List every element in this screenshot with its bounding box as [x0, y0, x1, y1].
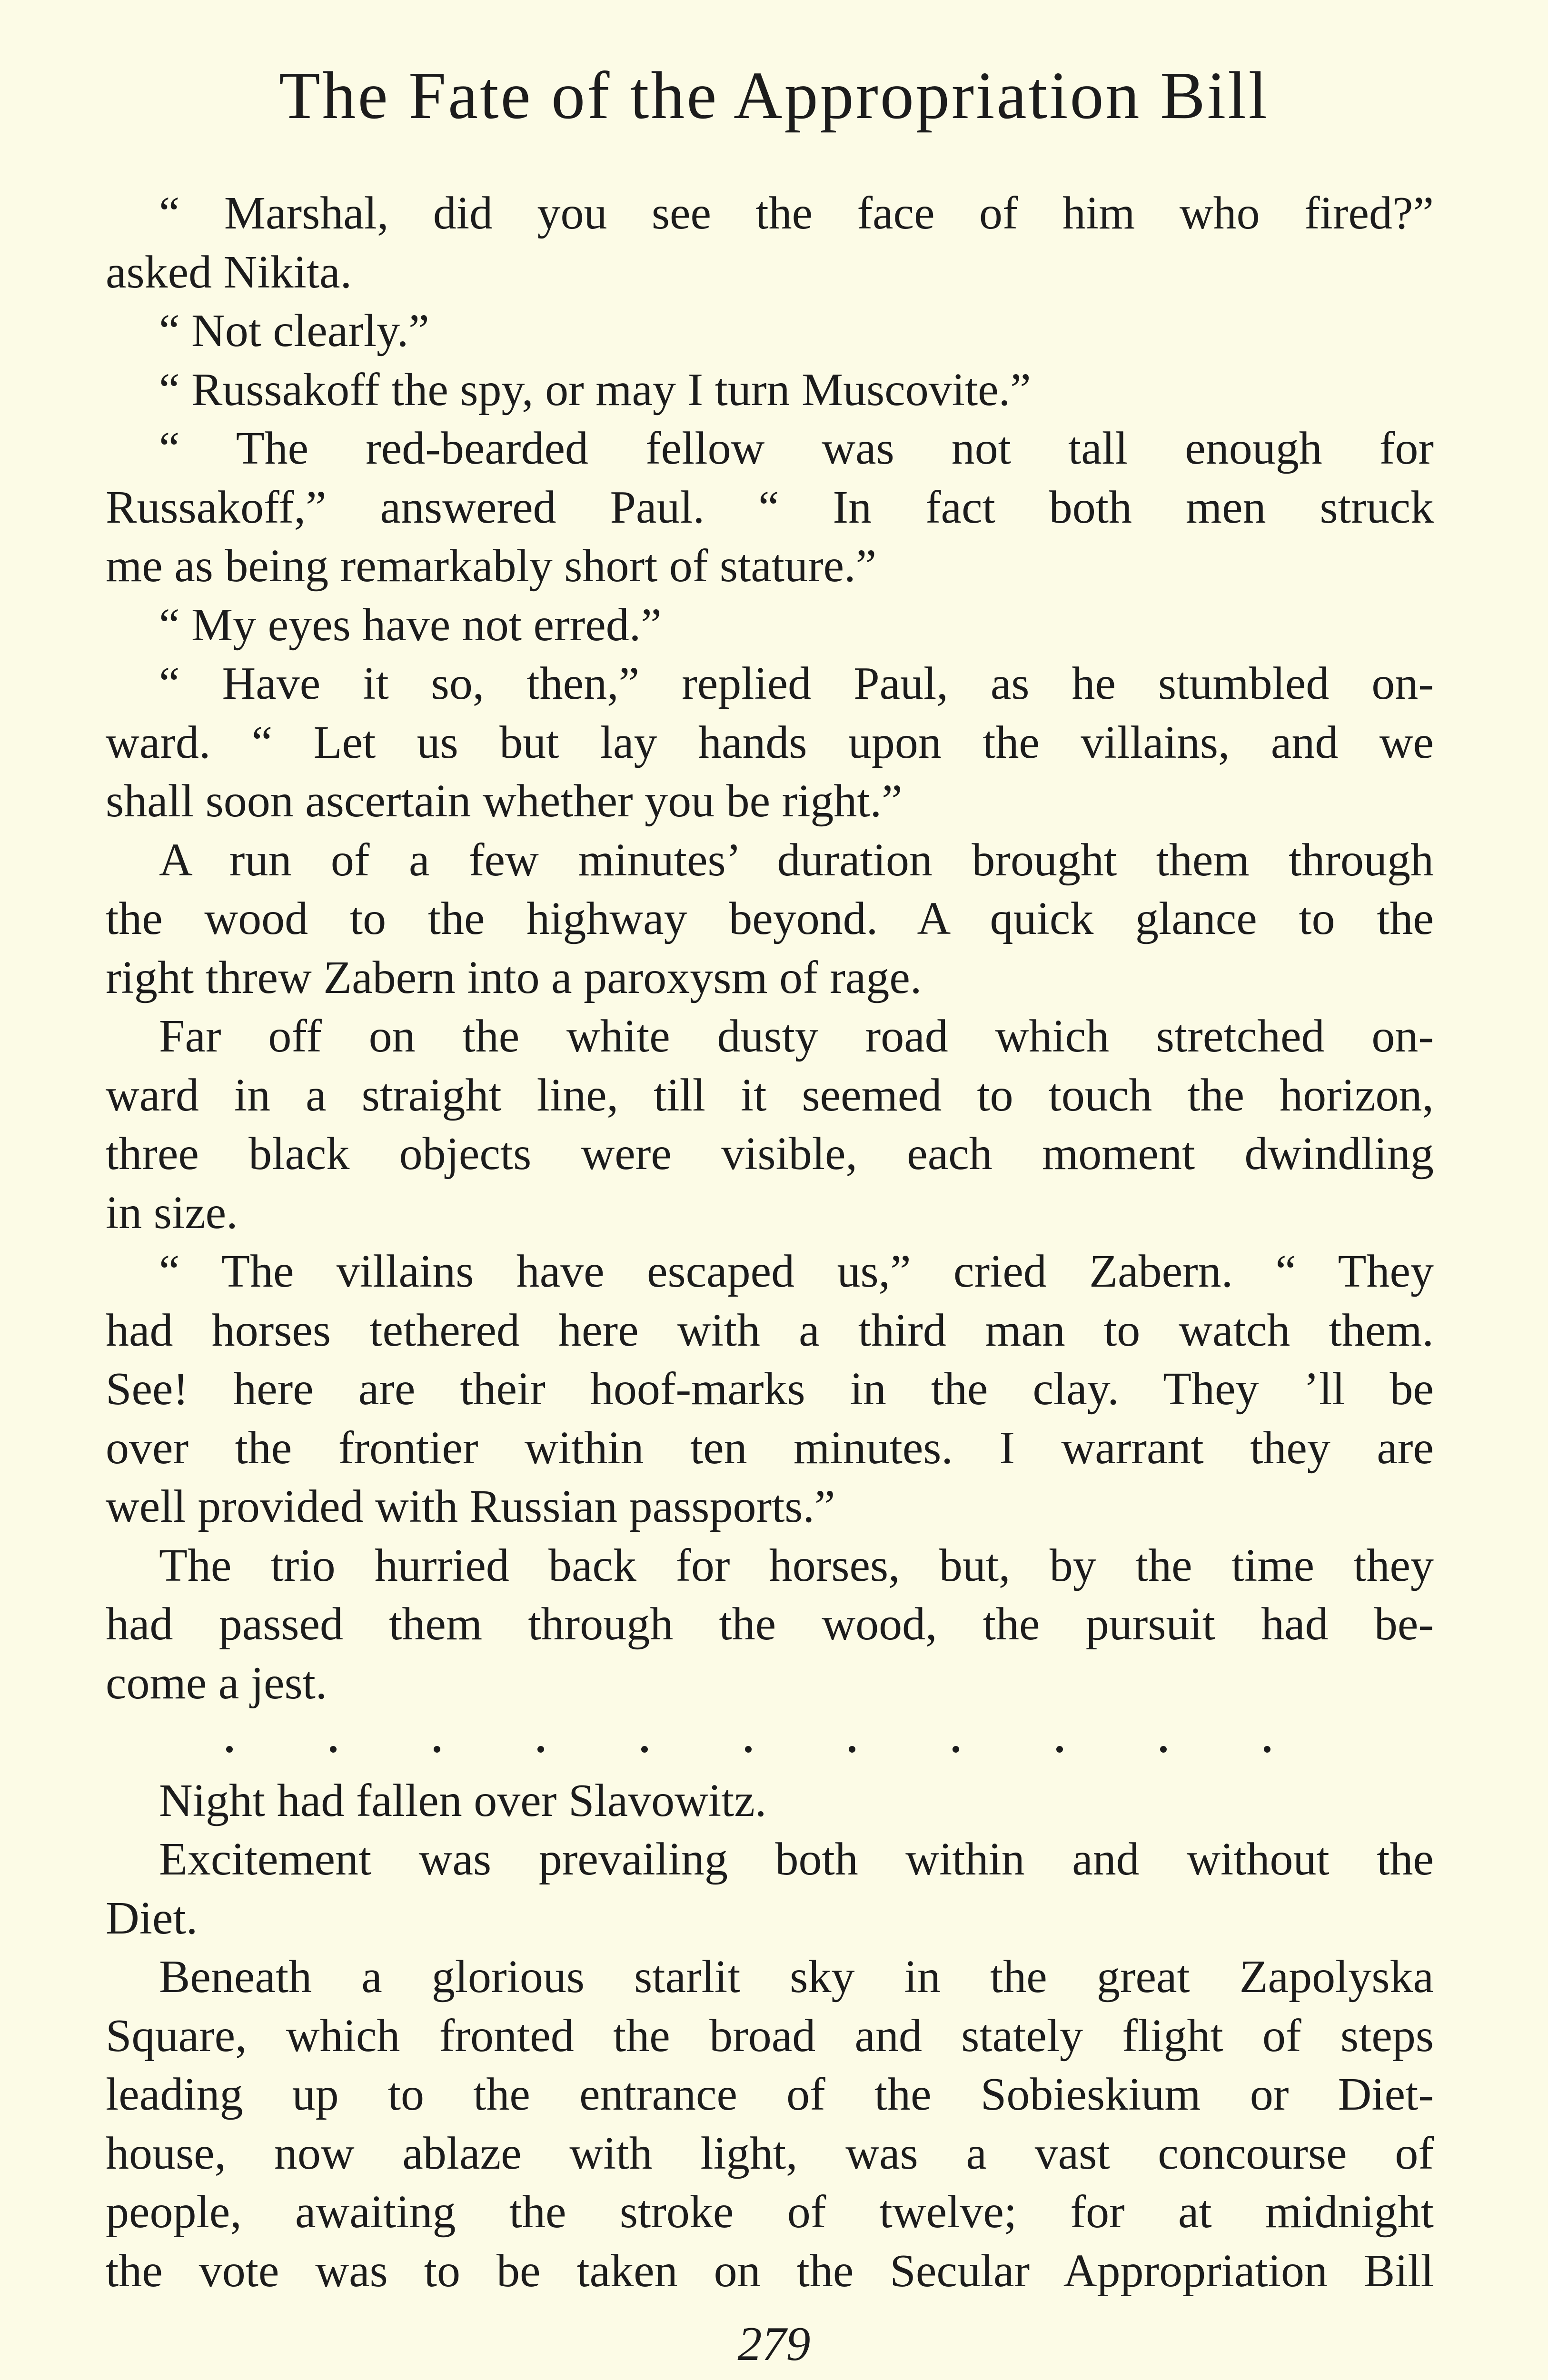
section-break-dot: [1264, 1746, 1270, 1753]
text-line: “ The villains have escaped us,” cried Zabern. “ They: [159, 1246, 1434, 1297]
text-line: people, awaiting the stroke of twelve; for at midnight: [106, 2186, 1434, 2238]
body-text: [106, 184, 1434, 2301]
section-break-dot: [537, 1746, 544, 1753]
text-line: the wood to the highway beyond. A quick glance to the: [106, 893, 1434, 944]
text-line: asked Nikita.: [106, 246, 352, 298]
text-line: Excitement was prevailing both within and without the: [159, 1834, 1434, 1885]
text-line: Far off on the white dusty road which stretched on-: [159, 1011, 1434, 1062]
text-line: “ Marshal, did you see the face of him who fired?”: [159, 188, 1434, 239]
text-line: “ Not clearly.”: [159, 305, 429, 357]
section-break-dot: [745, 1746, 752, 1753]
text-line: The trio hurried back for horses, but, by the time they: [159, 1539, 1434, 1591]
text-line: “ Russakoff the spy, or may I turn Muscovite.”: [159, 364, 1031, 416]
text-line: Diet.: [106, 1892, 198, 1944]
text-line: leading up to the entrance of the Sobieskium or Diet-: [106, 2069, 1434, 2120]
section-break-dot: [330, 1746, 337, 1753]
text-line: Russakoff,” answered Paul. “ In fact both men struck: [106, 481, 1434, 533]
text-line: A run of a few minutes’ duration brought them through: [159, 834, 1434, 886]
text-line: “ The red-bearded fellow was not tall enough for: [159, 423, 1434, 474]
text-line: Square, which fronted the broad and stately flight of steps: [106, 2010, 1434, 2062]
section-break-dot: [1056, 1746, 1063, 1753]
text-line: had passed them through the wood, the pursuit had be-: [106, 1598, 1434, 1650]
text-line: well provided with Russian passports.”: [106, 1481, 835, 1532]
section-break-dot: [849, 1746, 855, 1753]
text-line: house, now ablaze with light, was a vast concourse of: [106, 2127, 1434, 2179]
text-line: shall soon ascertain whether you be right.”: [106, 775, 903, 827]
page-number: 279: [737, 2317, 811, 2371]
text-line: Beneath a glorious starlit sky in the great Zapolyska: [159, 1951, 1434, 2003]
section-break-dot: [434, 1746, 440, 1753]
text-line: had horses tethered here with a third man to watch them.: [106, 1304, 1434, 1356]
text-line: three black objects were visible, each moment dwindling: [106, 1128, 1434, 1180]
section-break-dots: [106, 1713, 1434, 1772]
text-line: “ Have it so, then,” replied Paul, as he stumbled on-: [159, 658, 1434, 709]
text-line: Night had fallen over Slavowitz.: [159, 1775, 767, 1826]
section-break-dot: [953, 1746, 959, 1753]
text-line: come a jest.: [106, 1657, 327, 1709]
text-line: ward. “ Let us but lay hands upon the villains, and we: [106, 716, 1434, 768]
section-break-dot: [641, 1746, 648, 1753]
text-line: right threw Zabern into a paroxysm of rage.: [106, 952, 922, 1003]
text-line: “ My eyes have not erred.”: [159, 599, 662, 651]
text-line: over the frontier within ten minutes. I warrant they are: [106, 1422, 1434, 1474]
section-break-dot: [1160, 1746, 1167, 1753]
text-line: ward in a straight line, till it seemed to touch the horizon,: [106, 1069, 1434, 1121]
text-line: See! here are their hoof-marks in the clay. They ’ll be: [106, 1363, 1434, 1415]
section-break-dot: [226, 1746, 233, 1753]
text-line: me as being remarkably short of stature.”: [106, 540, 877, 592]
running-title: The Fate of the Appropriation Bill: [278, 58, 1270, 133]
text-line: in size.: [106, 1187, 238, 1239]
text-line: the vote was to be taken on the Secular Appropriation Bill: [106, 2245, 1434, 2297]
